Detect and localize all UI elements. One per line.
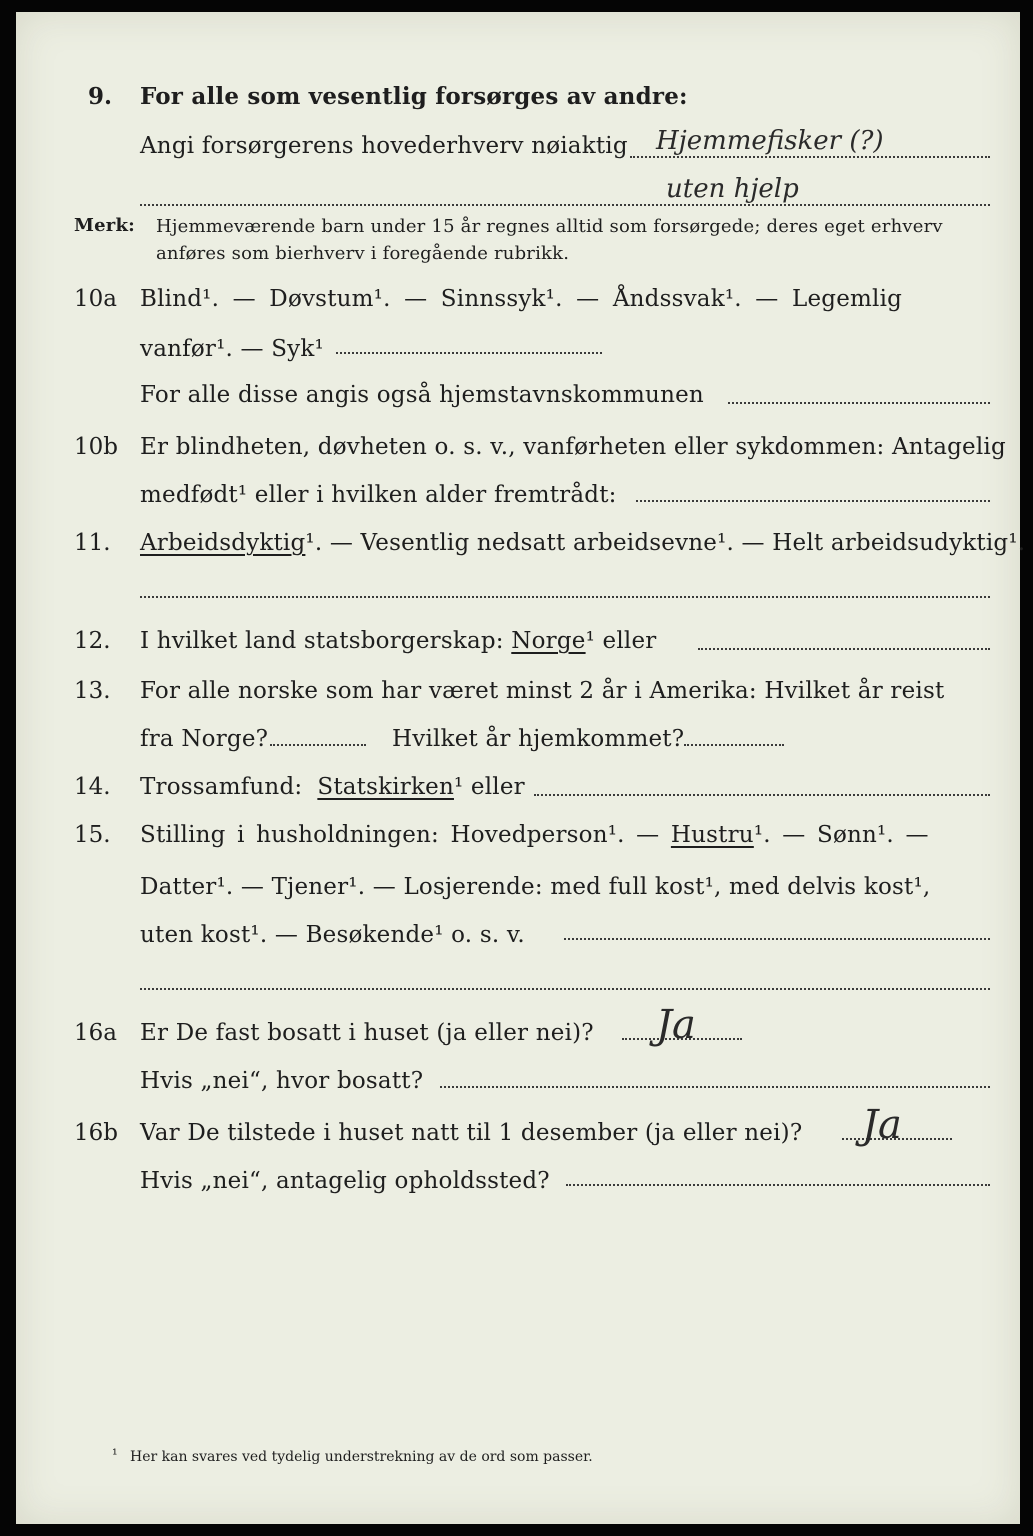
q10a-text-1: Blind¹. — Døvstum¹. — Sinnssyk¹. — Åndssvak¹. — Legemlig [140,286,903,312]
q16a-bosatt-line[interactable] [440,1086,990,1088]
q12-text [140,626,656,656]
q9-title: For alle som vesentlig forsørges av andre: [140,83,688,110]
q16b-text-2: Hvis „nei“, antagelig opholdssted? [140,1168,550,1194]
q13-text-2b: Hvilket år hjemkommet? [392,726,685,752]
q16b-number: 16b [74,1120,118,1146]
q16a-text-1: Er De fast bosatt i huset (ja eller nei)? [140,1020,594,1046]
q13-text-2a: fra Norge? [140,726,269,752]
footnote-text: Her kan svares ved tydelig understrekning av de ord som passer. [130,1449,593,1465]
q12-prefix: I hvilket land statsborgerskap: [140,628,504,654]
q15-number: 15. [74,822,111,848]
q14-suffix: ¹ eller [453,774,525,800]
merk-text-1: Hjemmeværende barn under 15 år regnes alltid som forsørgede; deres eget erhverv [156,216,943,237]
q14-number: 14. [74,774,111,800]
q11-text [140,528,1025,558]
q11-number: 11. [74,530,111,556]
q13-reist-line[interactable] [270,744,366,746]
q11-option-arbeidsdyktig[interactable]: Arbeidsdyktig [140,530,306,556]
q16a-number: 16a [74,1020,117,1046]
q15-text-3: uten kost¹. — Besøkende¹ o. s. v. [140,922,525,948]
q15-text-1 [140,820,929,850]
q9-handwritten-answer-2: uten hjelp [666,174,799,204]
q14-prefix: Trossamfund: [140,774,303,800]
q10b-number: 10b [74,434,118,460]
q12-option-norge[interactable]: Norge [511,628,586,654]
q10b-text-2: medfødt¹ eller i hvilken alder fremtrådt: [140,482,617,508]
merk-text-2: anføres som bierhverv i foregående rubrikk. [156,243,570,264]
q10a-text-3: For alle disse angis også hjemstavnskommunen [140,382,704,408]
q13-number: 13. [74,678,111,704]
q10a-number: 10a [74,286,117,312]
q16a-handwritten-answer: Ja [656,1002,696,1048]
q14-text [140,772,525,802]
q9-number: 9. [88,83,113,110]
q10a-hjemstavn-line[interactable] [728,402,990,404]
q11-answer-line[interactable] [140,596,990,598]
q10a-text-2: vanfør¹. — Syk¹ [140,336,324,362]
q15-answer-line-2[interactable] [140,988,990,990]
q15-prefix: Stilling i husholdningen: Hovedperson¹. — [140,822,660,848]
q15-suffix: ¹. — Sønn¹. — [753,822,929,848]
form-page [16,12,1026,1524]
q15-option-hustru[interactable]: Hustru [670,822,754,848]
q16b-handwritten-answer: Ja [862,1102,902,1148]
q11-rest: ¹. — Vesentlig nedsatt arbeidsevne¹. — Helt arbeidsudyktig¹. [305,530,1026,556]
q14-answer-line[interactable] [534,794,990,796]
q9-answer-line-2[interactable] [140,204,990,206]
q12-answer-line[interactable] [698,648,990,650]
q14-option-statskirken[interactable]: Statskirken [317,774,454,800]
q12-number: 12. [74,628,111,654]
q16b-text-1: Var De tilstede i huset natt til 1 desember (ja eller nei)? [140,1120,803,1146]
q9-handwritten-answer-1: Hjemmefisker (?) [656,126,884,156]
q9-prompt: Angi forsørgerens hovederhverv nøiaktig [140,133,628,159]
q15-text-2: Datter¹. — Tjener¹. — Losjerende: med full kost¹, med delvis kost¹, [140,874,931,900]
q10b-answer-line[interactable] [636,500,990,502]
q9-answer-line-1[interactable] [630,156,990,158]
merk-label: Merk: [74,215,135,236]
footnote-mark: ¹ [112,1447,118,1463]
q10a-answer-line[interactable] [336,352,602,354]
q10b-text-1: Er blindheten, døvheten o. s. v., vanførheten eller sykdommen: Antagelig [140,434,1006,460]
q16a-text-2: Hvis „nei“, hvor bosatt? [140,1068,424,1094]
q13-hjemkommet-line[interactable] [684,744,784,746]
q12-suffix: ¹ eller [585,628,657,654]
q13-text-1: For alle norske som har været minst 2 år i Amerika: Hvilket år reist [140,678,945,704]
q16b-opholdssted-line[interactable] [566,1184,990,1186]
q15-answer-line-1[interactable] [564,938,990,940]
